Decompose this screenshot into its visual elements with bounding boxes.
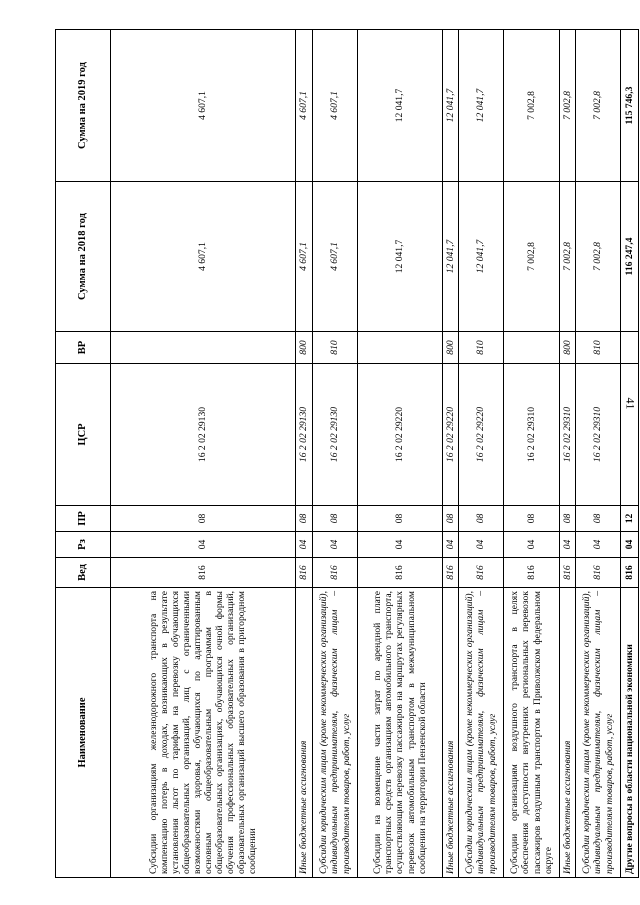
cell-csr: 16 2 02 29310	[504, 364, 560, 506]
cell-vr	[621, 332, 639, 364]
cell-sum-2019: 12 041,7	[459, 30, 504, 182]
cell-vr: 800	[443, 332, 459, 364]
rotated-page-content	[55, 30, 635, 878]
cell-sum-2018: 4 607,1	[313, 182, 358, 332]
cell-sum-2019: 4 607,1	[313, 30, 358, 182]
cell-sum-2018: 12 041,7	[443, 182, 459, 332]
cell-vr: 810	[459, 332, 504, 364]
cell-pr: 08	[443, 506, 459, 532]
cell-sum-2019: 7 002,8	[576, 30, 621, 182]
cell-name: Субсидии на возмещение части затрат по арендной плате транспортных средств организациям автомобильного транспорта, осуществляющим перевозку пассажиров на маршрутах регулярных перевозок автомобильным транспортом в межмуниципальном сообщении на территории Пензенской области	[358, 588, 443, 878]
cell-csr: 16 2 02 29220	[358, 364, 443, 506]
cell-sum-2018: 116 247,4	[621, 182, 639, 332]
cell-name: Другие вопросы в области национальной экономики	[621, 588, 639, 878]
cell-csr	[621, 364, 639, 506]
header-sum-2019: Сумма на 2019 год	[56, 30, 111, 182]
cell-pr: 08	[111, 506, 296, 532]
cell-pr: 08	[459, 506, 504, 532]
cell-pr: 08	[560, 506, 576, 532]
table-row	[621, 30, 639, 878]
cell-ved: 816	[296, 558, 313, 588]
header-sum-2018: Сумма на 2018 год	[56, 182, 111, 332]
cell-rz: 04	[504, 532, 560, 558]
cell-ved: 816	[313, 558, 358, 588]
cell-vr	[358, 332, 443, 364]
table-row	[443, 30, 459, 878]
cell-vr	[111, 332, 296, 364]
table-row	[504, 30, 560, 878]
header-pr: ПР	[56, 506, 111, 532]
cell-pr: 12	[621, 506, 639, 532]
page-number: 41	[623, 397, 638, 410]
cell-sum-2018: 12 041,7	[459, 182, 504, 332]
cell-rz: 04	[358, 532, 443, 558]
cell-rz: 04	[576, 532, 621, 558]
cell-ved: 816	[443, 558, 459, 588]
cell-rz: 04	[621, 532, 639, 558]
header-vr: ВР	[56, 332, 111, 364]
cell-sum-2019: 12 041,7	[443, 30, 459, 182]
cell-sum-2018: 7 002,8	[560, 182, 576, 332]
cell-pr: 08	[576, 506, 621, 532]
cell-sum-2019: 4 607,1	[111, 30, 296, 182]
cell-sum-2019: 4 607,1	[296, 30, 313, 182]
cell-rz: 04	[296, 532, 313, 558]
cell-sum-2018: 7 002,8	[504, 182, 560, 332]
cell-csr: 16 2 02 29310	[576, 364, 621, 506]
cell-name: Субсидии юридическим лицам (кроме некоммерческих организаций), индивидуальным предпринимателям, физическим лицам – производителям товаров, работ, услуг	[313, 588, 358, 878]
cell-sum-2018: 4 607,1	[111, 182, 296, 332]
cell-name: Субсидии юридическим лицам (кроме некоммерческих организаций), индивидуальным предпринимателям, физическим лицам – производителям товаров, работ, услуг	[459, 588, 504, 878]
cell-sum-2019: 12 041,7	[358, 30, 443, 182]
cell-csr: 16 2 02 29130	[111, 364, 296, 506]
cell-name: Иные бюджетные ассигнования	[443, 588, 459, 878]
cell-name: Субсидии организациям воздушного транспорта в целях обеспечения доступности внутренних региональных перевозок пассажиров воздушным транспортом в Приволжском федеральном округе	[504, 588, 560, 878]
budget-table	[55, 29, 639, 878]
cell-ved: 816	[111, 558, 296, 588]
cell-pr: 08	[313, 506, 358, 532]
cell-sum-2018: 12 041,7	[358, 182, 443, 332]
cell-ved: 816	[621, 558, 639, 588]
table-row	[459, 30, 504, 878]
cell-rz: 04	[443, 532, 459, 558]
cell-pr: 08	[504, 506, 560, 532]
table-row	[313, 30, 358, 878]
cell-vr: 800	[296, 332, 313, 364]
cell-vr: 810	[313, 332, 358, 364]
table-row	[296, 30, 313, 878]
cell-vr	[504, 332, 560, 364]
header-rz: Рз	[56, 532, 111, 558]
cell-pr: 08	[296, 506, 313, 532]
cell-csr: 16 2 02 29220	[459, 364, 504, 506]
table-row	[560, 30, 576, 878]
cell-vr: 810	[576, 332, 621, 364]
cell-ved: 816	[358, 558, 443, 588]
cell-pr: 08	[358, 506, 443, 532]
cell-name: Иные бюджетные ассигнования	[560, 588, 576, 878]
cell-sum-2018: 4 607,1	[296, 182, 313, 332]
cell-ved: 816	[576, 558, 621, 588]
cell-rz: 04	[313, 532, 358, 558]
cell-name: Иные бюджетные ассигнования	[296, 588, 313, 878]
header-csr: ЦСР	[56, 364, 111, 506]
header-ved: Вед	[56, 558, 111, 588]
table-row	[576, 30, 621, 878]
cell-name: Субсидии организациям железнодорожного транспорта на компенсацию потерь в доходах, возникающих в результате установления льгот по тарифам на перевозку обучающихся общеобразовательных организаций, лиц с ограниченными возможностями здоровья, обучающихся по адаптированным основным общеобразовательным программам в общеобразовательных организациях, обучающихся очной формы обучения профессиональных образовательных организаций, образовательных организаций высшего образования в пригородном сообщении	[111, 588, 296, 878]
cell-csr: 16 2 02 29130	[313, 364, 358, 506]
cell-csr: 16 2 02 29130	[296, 364, 313, 506]
cell-ved: 816	[459, 558, 504, 588]
cell-vr: 800	[560, 332, 576, 364]
cell-csr: 16 2 02 29310	[560, 364, 576, 506]
cell-ved: 816	[560, 558, 576, 588]
table-row	[358, 30, 443, 878]
table-header-row	[56, 30, 111, 878]
cell-name: Субсидии юридическим лицам (кроме некоммерческих организаций), индивидуальным предпринимателям, физическим лицам – производителям товаров, работ, услуг	[576, 588, 621, 878]
cell-sum-2019: 7 002,8	[560, 30, 576, 182]
cell-sum-2018: 7 002,8	[576, 182, 621, 332]
cell-rz: 04	[459, 532, 504, 558]
header-name: Наименование	[56, 588, 111, 878]
cell-rz: 04	[560, 532, 576, 558]
cell-rz: 04	[111, 532, 296, 558]
table-row	[111, 30, 296, 878]
cell-ved: 816	[504, 558, 560, 588]
cell-csr: 16 2 02 29220	[443, 364, 459, 506]
cell-sum-2019: 7 002,8	[504, 30, 560, 182]
cell-sum-2019: 115 746,3	[621, 30, 639, 182]
